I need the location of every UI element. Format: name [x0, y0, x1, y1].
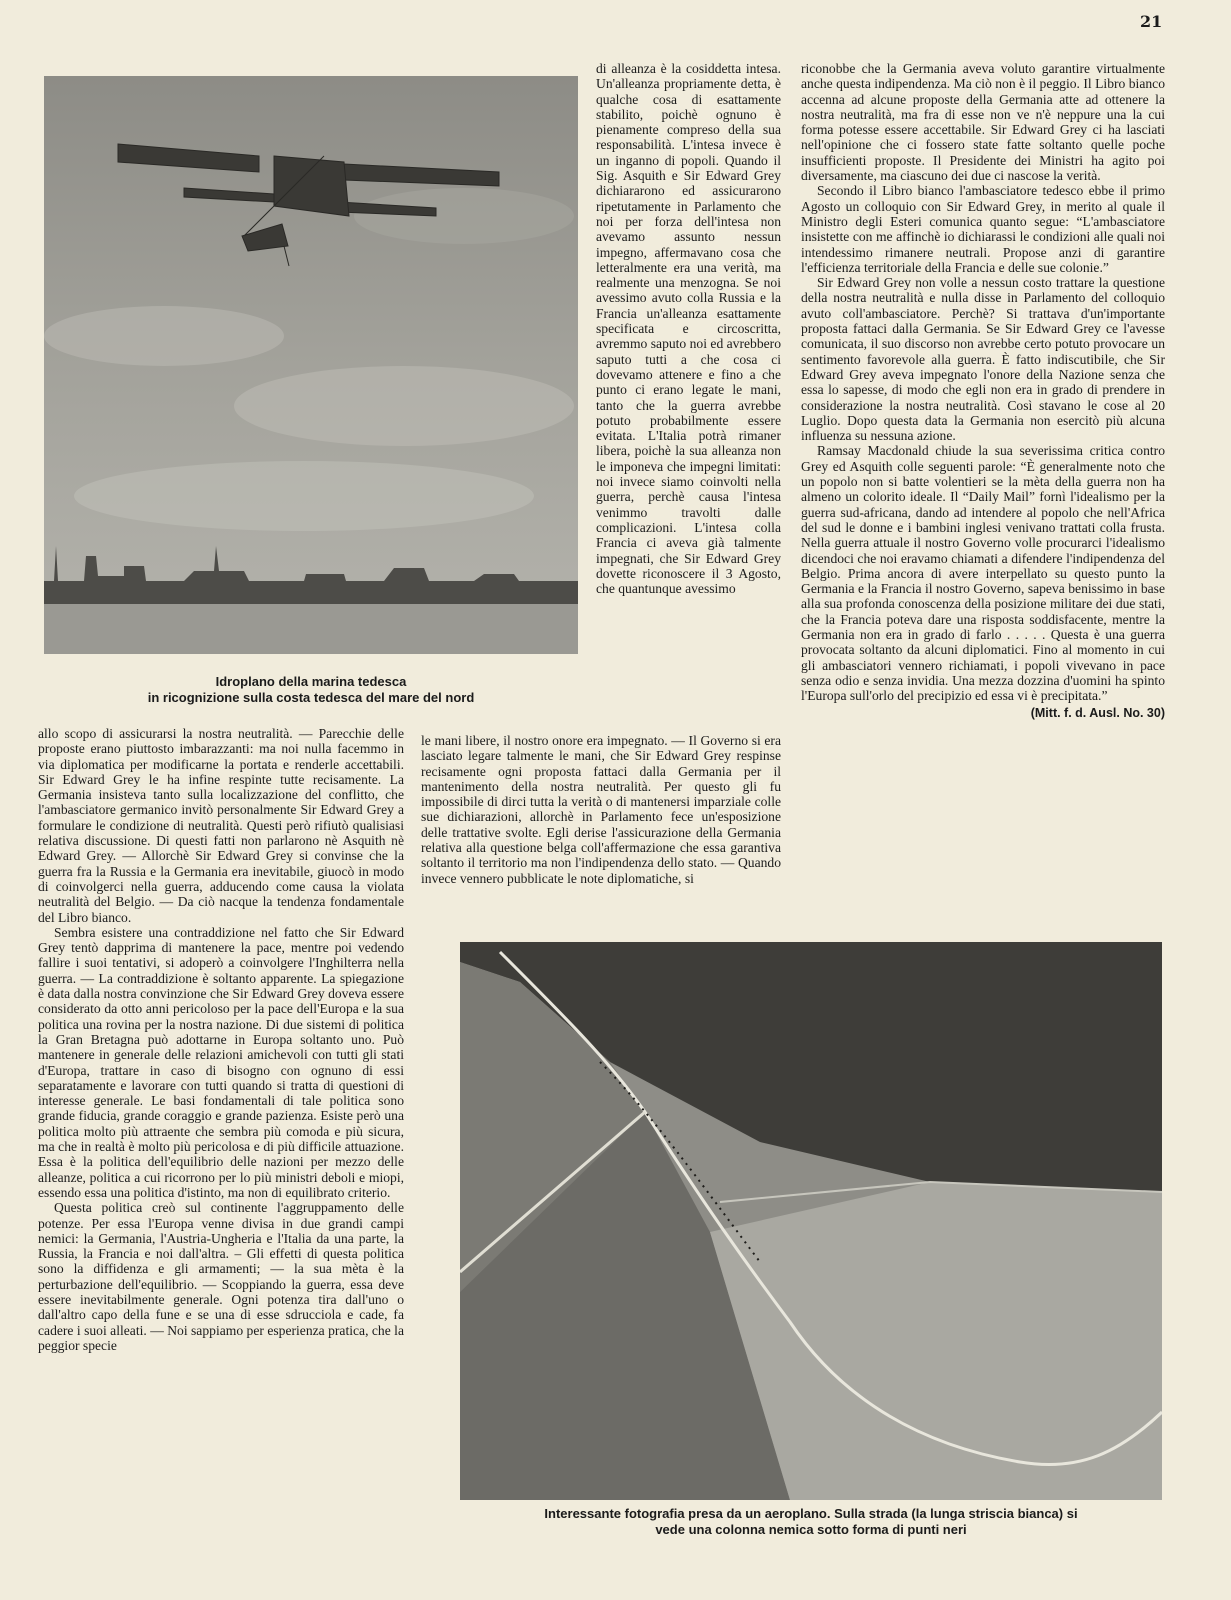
middle-column-top: di alleanza è la cosiddetta intesa. Un'alleanza propriamente detta, è qualche cosa di esattamente stabilito, poichè ognuno è pienamente compreso della sua responsabilità. L'intesa invece è un inganno di popoli. Quando il Sig. Asquith e Sir Edward Grey dichiararono ed assicurarono ripetutamente in Parlamento che noi per forza dell'intesa non avevamo assunto nessun impegno, affermavano cosa che letteralmente era una verità, ma realmente una menzogna. Se noi avessimo avuto colla Russia e la Francia un'alleanza esattamente specificata e circoscritta, avremmo saputo noi ed avrebbero saputo tutti a che cosa ci dovevamo attenere e fino a che punto ci erano legate le mani, tanto che la guerra avrebbe potuto probabilmente essere evitata. L'Italia potrà rimaner libera, poichè la sua alleanza non le imponeva che impegni limitati: noi invece siamo coinvolti nella guerra, perchè causa l'intesa venimmo travolti dalle complicazioni. L'intesa colla Francia ci aveva già talmente impegnati, che Sir Edward Grey dovette riconoscere il 3 Agosto, che quantunque avessimo: [596, 61, 781, 597]
aerial-road-illustration: [460, 942, 1162, 1500]
left-column: allo scopo di assicurarsi la nostra neutralità. — Parecchie delle proposte erano piuttosto imbarazzanti: ma noi nulla facemmo in via diplomatica per modificarne la portata e renderle accettabili. Sir Edward Grey le ha infine respinte tutte recisamente. La Germania insisteva tanto sulla localizzazione del conflitto, che l'ambasciatore germanico invitò personalmente Sir Edward Grey a formulare le condizione di neutralità. Questi però rifiutò qualisiasi relativa discussione. Di questi fatti non parlarono nè Asquith nè Edward Grey. — Allorchè Sir Edward Grey si convinse che la guerra fra la Russia e la Germania era inevitabile, giuocò in modo di coinvolgerci nella guerra, adducendo come causa la violata neutralità del Belgio. — Da ciò nacque la tendenza fondamentale del Libro bianco. Sembra esistere una contraddizione nel fatto che Sir Edward Grey tentò dapprima di mantenere la pace, mentre poi vedendo fallire i suoi tentativi, si adoperò a coinvolgere l'Inghilterra nella guerra. — La contraddizione è soltanto apparente. La spiegazione è data dalla nostra convinzione che Sir Edward Grey doveva essere considerato da otto anni pericoloso per la pace dell'Europa e la sua politica una rovina per la nostra nazione. Di due sistemi di politica la Gran Bretagna può adottarne in Europa soltanto uno. Può mantenere in generale delle relazioni amichevoli con tutti gli stati d'Europa, trattare in caso di bisogno con ognuno di essi separatamente e lavorare con tutti quando si tratta di questioni di interesse generale. Le basi fondamentali di tale politica sono grande fiducia, grande coraggio e grande pazienza. Esiste però una politica molto più attraente che sembra più comoda e più sicura, ma che in realtà è molto più pericolosa e di più difficile attuazione. Essa è la politica dell'equilibrio delle nazioni per mezzo delle alleanze, politica a cui ricorrono per lo più ministri deboli e miopi, essendo essa una politica d'istinto, ma non di equilibrato criterio. Questa politica creò sul continente l'aggruppamento delle potenze. Per essa l'Europa venne divisa in due grandi campi nemici: la Germania, l'Austria-Ungheria e l'Italia da una parte, la Russia, la Francia e noi dall'altra. – Gli effetti di questa politica sono la diffidenza e gli armamenti; — la sua mèta è la perturbazione dell'equilibrio. — Scoppiando la guerra, essa deve essere inevitabilmente generale. Ogni potenza tira dall'uno o dall'altro capo della fune e se una di esse sdrucciola e cade, fa cadere i suoi alleati. — Noi sappiamo per esperienza pratica, che la peggior specie: [38, 726, 404, 1353]
right-column: riconobbe che la Germania aveva voluto garantire virtualmente anche questa indipendenza. Ma ciò non è il peggio. Il Libro bianco accenna ad alcune proposte della Germania atte ad ottenere la nostra neutralità, ma fra di esse non ve n'è neppure una la cui forma potesse essere accettabile. Sir Edward Grey ci ha lasciati nell'opinione che ci fossero state fatte soltanto quelle poche insufficienti proposte. Il Presidente dei Ministri ha agito poi diversamente, ma ciascuno dei due ci nascose la verità. Secondo il Libro bianco l'ambasciatore tedesco ebbe il primo Agosto un colloquio con Sir Edward Grey, in merito al quale il Ministro degli Esteri comunica quanto segue: “L'ambasciatore insistette con me affinchè io dichiarassi le condizioni alle quali noi intendessimo rimanere neutrali. Propose anzi di garantire l'efficienza territoriale della Francia e delle sue colonie.” Sir Edward Grey non volle a nessun costo trattare la questione della nostra neutralità e nulla disse in Parlamento del colloquio avuto coll'ambasciatore. Perchè? Si trattava d'un'importante proposta fattaci dalla Germania. Se Sir Edward Grey ce l'avesse comunicata, il suo discorso non avrebbe certo potuto provocare un sentimento favorevole alla guerra. È fatto indiscutibile, che Sir Edward Grey aveva impegnato l'onore della Nazione senza che essa lo sapesse, di modo che egli non era in grado di prendere in considerazione la nostra neutralità. Così stavano le cose al 20 Luglio. Dopo questa data la Germania non esercitò più alcuna influenza su nessuna azione. Ramsay Macdonald chiude la sua severissima critica contro Grey ed Asquith colle seguenti parole: “È generalmente noto che un popolo non si batte volentieri se la mèta della guerra non ha almeno un colorito ideale. Il “Daily Mail” fornì l'idealismo per la guerra sud-africana, dando ad intendere al popolo che nell'Africa del sud le donne e i bambini inglesi venivano trattati colla frusta. Nella guerra attuale il nostro Governo volle procurarci l'idealismo dicendoci che noi eravamo chiamati a difendere l'indipendenza del Belgio. Prima ancora di avere interpellato su questo punto la Germania e la Francia il nostro Governo, sapeva benissimo in base alla sua profonda conoscenza della posizione militare dei due stati, che la Francia poteva dare una risposta soddisfacente, mentre la Germania non era in grado di farlo . . . . . Questa è una guerra provocata soltanto da alcuni diplomatici. Fino al momento in cui gli ambasciatori vennero richiamati, i popoli vivevano in pace senza odio e senza invidia. Una mezza dozzina d'uomini ha spinto l'Europa sull'orlo del precipizio ed essa vi è precipitata.” (Mitt. f. d. Ausl. No. 30): [801, 61, 1165, 721]
seaplane-photo: [44, 76, 578, 654]
aerial-photo: [460, 942, 1162, 1500]
seaplane-illustration: [44, 76, 578, 654]
aerial-caption: Interessante fotografia presa da un aeroplano. Sulla strada (la lunga striscia bianca) si vede una colonna nemica sotto forma di punti neri: [544, 1506, 1078, 1537]
source-citation: (Mitt. f. d. Ausl. No. 30): [1030, 706, 1165, 721]
seaplane-caption: Idroplano della marina tedesca in ricognizione sulla costa tedesca del mare del nord: [147, 674, 475, 705]
page-number: 21: [1140, 12, 1163, 31]
middle-column-bottom: le mani libere, il nostro onore era impegnato. — Il Governo si era lasciato legare talmente le mani, che Sir Edward Grey respinse recisamente ogni proposta fattaci dalla Germania per il mantenimento della nostra neutralità. Per questo gli fu impossibile di dirci tutta la verità o di mantenersi imparziale colle sue dichiarazioni, allorchè in Parlamento fece un'esposizione delle trattative svolte. Egli derise l'assicurazione della Germania relativa alla questione belga coll'affermazione che essa garantiva soltanto il territorio ma non l'indipendenza dello stato. — Quando invece vennero pubblicate le note diplomatiche, si: [421, 733, 781, 886]
